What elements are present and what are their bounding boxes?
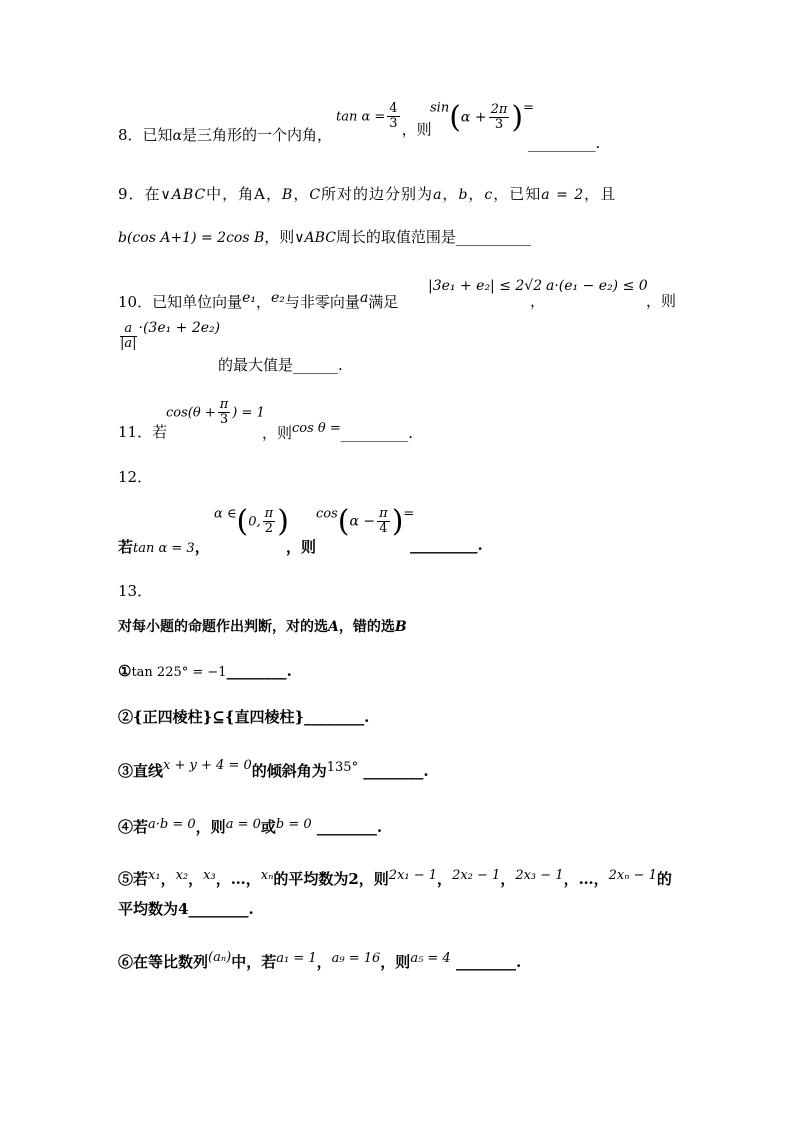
q10-text-5: 的最大值是 [218, 356, 294, 374]
q12-cos-expr: cos(α − $\frac{\pi}{4}$ )= [316, 504, 415, 539]
q13-item-6: ⑥在等比数列(aₙ)中，若a₁ = 1，a₉ = 16，则a₅ = 4 ________. [118, 950, 522, 971]
q12-int-lo: 0, [248, 514, 261, 530]
q12-eq: = [403, 506, 415, 522]
q13-item-5: ⑤若x₁，x₂，x₃，…，xₙ的平均数为2，则2x₁ − 1，2x₂ − 1，2x₃ − 1，…，2xₙ − 1的 [118, 868, 672, 888]
question-8 [118, 124, 332, 145]
q8-sin-frac: $\frac{2\pi}{3}$ [490, 102, 508, 132]
q9-blank: __________ [455, 228, 531, 246]
q13-item-1 [118, 662, 292, 680]
q8-tan-lhs: tan α = [336, 109, 386, 125]
q8-text-3: ，则 [401, 120, 432, 139]
q9-c: c [484, 187, 494, 203]
q13-item-6-mark: ⑥ [118, 953, 134, 971]
q13-item-3-angle: 135° [326, 760, 359, 775]
q13-B: B [394, 619, 407, 635]
q13-item-3-mark: ③ [118, 762, 134, 780]
q12-int-frac: $\frac{\pi}{2}$ [264, 506, 274, 536]
q13-A: A [328, 619, 339, 635]
question-11 [118, 421, 167, 442]
q13-item-6-t1: 在等比数列 [133, 953, 209, 971]
q13-item-6-t2: 中，若 [231, 953, 277, 971]
q13-item-5-y3: 2x₃ − 1 [515, 868, 564, 883]
q13-item-5-t1: 若 [133, 870, 149, 888]
q9-comma-2: ， [468, 185, 485, 203]
q13-item-5-x1: x₁ [148, 868, 161, 883]
q12-text-1: 若 [118, 538, 134, 556]
q10-text-2: 与非零向量 [284, 293, 360, 311]
q10-text-4: ，则 [646, 292, 677, 310]
q13-item-5-dots: … [230, 870, 246, 888]
q13-item-3-blank: ________. [363, 762, 429, 780]
q13-item-4-t1: 若 [133, 818, 149, 836]
q13-item-4-mark: ④ [118, 818, 134, 836]
q13-item-4 [118, 816, 382, 837]
q13-item-4-m3: b = 0 [275, 817, 312, 832]
q8-sin-expr: sin(α + $\frac{2\pi}{3}$ )= [430, 100, 535, 135]
q13-item-5-y2: 2x₂ − 1 [452, 868, 501, 883]
q13-item-4-t2: ，则 [195, 818, 226, 836]
q13-item-2-text: {正四棱柱}⊆{直四棱柱} [133, 708, 305, 726]
q13-item-6-c3: a₅ = 4 [410, 951, 451, 966]
q10-expr [118, 320, 220, 351]
q13-item-2-mark: ② [118, 708, 134, 726]
question-10: 10．已知单位向量e₁，e₂与非零向量a满足 [118, 290, 399, 311]
q9-cond-2: b(cos A+1) = 2cos B [118, 230, 265, 246]
q13-item-3-math: x + y + 4 = 0 [163, 758, 252, 773]
q10-e2: e₂ [271, 290, 285, 306]
q13-item-2-blank: ________. [304, 708, 370, 726]
question-13-number: 13． [118, 582, 153, 600]
q8-number: 8． [118, 126, 143, 144]
q12-cos-frac: $\frac{\pi}{4}$ [379, 506, 388, 536]
q12-cos: cos [316, 506, 338, 522]
q12-in: α ∈ [214, 506, 237, 522]
q10-cond-1: |3e₁ + e₂| ≤ 2√2 [428, 278, 543, 294]
q13-item-1-math: tan 225° = −1 [131, 665, 227, 680]
q13-item-5-t2: 的平均数为2，则 [273, 870, 389, 888]
q11-tail [262, 421, 413, 443]
q13-item-6-t3: ，则 [380, 953, 411, 971]
q12-tan: tan α = 3 [133, 541, 195, 556]
q8-tan-expr [336, 102, 432, 140]
q8-blank: _________. [528, 134, 601, 152]
q13-item-4-t3: 或 [260, 818, 276, 836]
q13-item-5-blank: ________. [188, 900, 254, 918]
q12-comma: ， [194, 538, 210, 556]
q8-eq: = [523, 100, 535, 116]
q13-item-5-t3: 的 [656, 870, 672, 888]
q8-text-2: 是三角形的一个内角， [182, 126, 333, 144]
q13-item-3 [118, 758, 429, 781]
q9-text-7: 周长的取值范围是 [335, 228, 456, 246]
q12-interval: α ∈(0, $\frac{\pi}{2}$ ) [214, 504, 289, 539]
q9-comma: ， [293, 185, 310, 203]
q9-text-4: ，已知 [493, 185, 542, 203]
q9-b: b [458, 187, 469, 203]
q13-item-3-t1: 直线 [133, 762, 164, 780]
q9-C: C [309, 187, 322, 203]
q13-intro-b: ，错的选 [338, 619, 395, 635]
q10-expr-body: ·(3e₁ + 2e₂) [138, 320, 221, 336]
q13-item-2 [118, 706, 369, 727]
q10-cond-2: a·(e₁ − e₂) ≤ 0 [546, 278, 648, 294]
q10-blank: ______. [293, 356, 343, 374]
q10-text-1: 10．已知单位向量 [118, 293, 243, 311]
question-12-number: 12． [118, 468, 153, 486]
q9-triangle-2: ∨ABC [294, 230, 336, 246]
q10-text-3: 满足 [368, 293, 399, 311]
q9-text-3: 所对的边分别为 [321, 185, 434, 203]
q13-item-5-xn: xₙ [260, 868, 274, 883]
q11-text-2: ，则 [262, 424, 293, 442]
q8-alpha: α [172, 128, 183, 144]
q9-text-2: 中，角A， [206, 185, 283, 203]
q11-cos-lhs: cos(θ + [166, 405, 216, 421]
q13-item-6-seq: (aₙ) [208, 950, 232, 965]
q13-item-3-t2: 的倾斜角为 [251, 762, 327, 780]
q13-item-5-x3: x₃ [203, 868, 216, 883]
q12-text-2: ，则 [286, 538, 317, 556]
q11-cos2: cos θ = [292, 421, 341, 436]
question-9-line-2 [118, 226, 531, 247]
q13-item-1-mark: ① [118, 662, 132, 680]
q9-B: B [282, 187, 294, 203]
q13-item-6-blank: ________. [455, 953, 522, 971]
q13-item-4-m2: a = 0 [225, 817, 261, 832]
q10-comma: ， [530, 292, 546, 310]
q13-item-6-c1: a₁ = 1 [276, 951, 317, 966]
q11-frac: $\frac{\pi}{3}$ [219, 397, 229, 427]
q10-a: a [359, 290, 369, 306]
q13-item-5-yn: 2xₙ − 1 [608, 868, 657, 883]
q13-intro-a: 对每小题的命题作出判断，对的选 [118, 619, 328, 635]
q10-e1: e₁ [242, 290, 256, 306]
q13-item-6-c2: a₉ = 16 [331, 951, 381, 966]
q13-item-4-m1: a·b = 0 [148, 817, 196, 832]
question-9 [118, 183, 616, 204]
q13-item-5-t4: 平均数为4 [118, 900, 189, 918]
q13-item-5-x2: x₂ [175, 868, 189, 883]
q11-cos-expr [166, 398, 265, 427]
q9-cond-1: a = 2 [541, 187, 585, 203]
q9-text-5: ，且 [584, 185, 617, 203]
q9-text-6: ，则 [264, 228, 295, 246]
q11-text-1: 11．若 [118, 423, 168, 441]
q9-triangle: ∨ABC [160, 187, 207, 203]
q9-text-1: 9．在 [118, 185, 161, 203]
q13-item-4-blank: ________. [316, 818, 383, 836]
q13-item-1-blank: ________. [226, 662, 292, 680]
q13-item-5-line-2 [118, 898, 254, 919]
q9-comma-1: ， [442, 185, 459, 203]
question-12 [118, 536, 210, 557]
q13-intro [118, 616, 407, 636]
q13-item-5-y1: 2x₁ − 1 [388, 868, 438, 883]
q12-cos-in: α − [349, 513, 376, 530]
q8-sin-lhs: sin [430, 100, 450, 116]
q8-text-1: 已知 [142, 126, 173, 144]
q11-blank: _________. [340, 424, 414, 442]
q9-a: a [433, 187, 443, 203]
q12-blank: _________. [410, 536, 483, 554]
q10-unit-frac: $\frac{a}{|a|}$ [120, 320, 137, 351]
q8-tan-frac: $\frac{4}{3}$ [389, 101, 398, 131]
q11-cos-rhs: ) = 1 [232, 405, 265, 421]
q13-item-5-mark: ⑤ [118, 870, 134, 888]
q8-sin-in: α + [460, 109, 487, 126]
question-10-line-2 [218, 354, 343, 375]
